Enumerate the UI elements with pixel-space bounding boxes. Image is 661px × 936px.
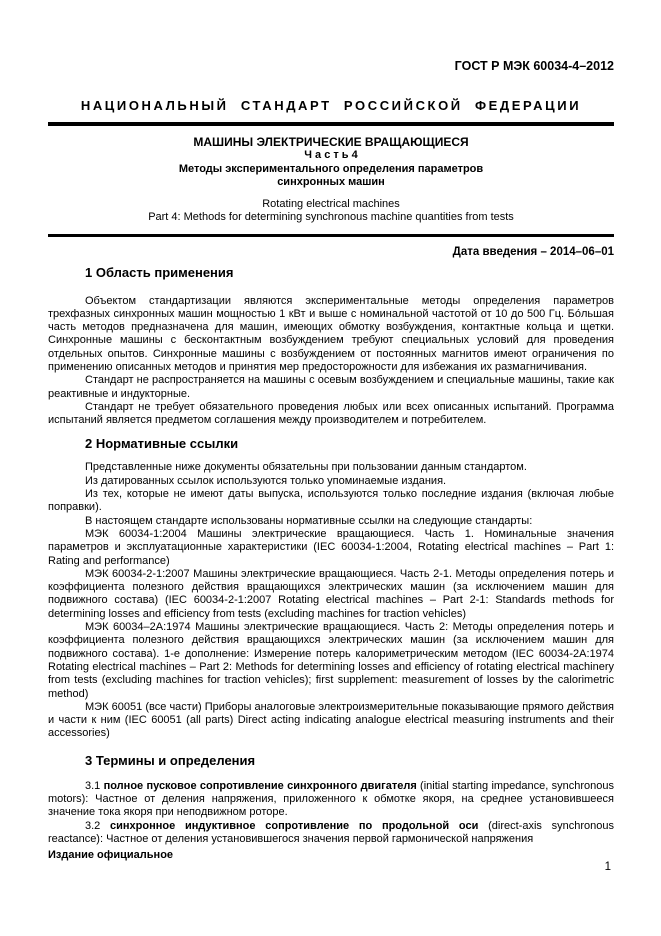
paragraph <box>48 528 614 568</box>
section-heading: 1 Область применения <box>85 264 234 280</box>
paragraph <box>48 515 614 528</box>
paragraph <box>48 295 614 375</box>
paragraph <box>48 401 614 428</box>
text-run: (initial starting impedance, synchronous motors): Частное от деления напряжения, приложенного к обмотке якоря, на среднее установившееся значение тока якоря при неподвижном роторе. <box>48 779 614 819</box>
paragraph <box>48 621 614 701</box>
text-run: Из датированных ссылок используются только упоминаемые издания. <box>85 474 447 487</box>
paragraph <box>48 568 614 621</box>
text-run: МЭК 60034-2-1:2007 Машины электрические вращающиеся. Часть 2-1. Методы определения потерь и коэффициента полезного действия вращающихся электрических машин (за исключением машин для подвижного состава) (IEC 60034-2-1:2007 Rotating electrical machines – Part 2-1: Standards methods for determining losses and efficiency from tests (excluding machines for traction vehicles) <box>48 567 614 620</box>
title-line-machines: синхронных машин <box>277 176 385 188</box>
text-run: Объектом стандартизации являются экспериментальные методы определения параметров трехфазных синхронных машин мощностью 1 кВт и выше с номинальной частотой от 10 до 500 Гц. Бо́льшая часть методов предназначена для машин, имеющих обмотку возбуждения, контактные кольца и щетки. Синхронные машины с бесконтактным возбуждением требуют специальных условий для проведения отдельных опытов. Синхронные машины с возбуждением от постоянных магнитов имеют ограничения по применению описанных методов и принятия мер предосторожности для избежания их размагничивания. <box>48 294 614 373</box>
text-run: МЭК 60034-1:2004 Машины электрические вращающиеся. Часть 1. Номинальные значения параметров и эксплуатационные характеристики (IEC 60034-1:2004, Rotating electrical machines – Part 1: Rating and performance) <box>48 527 614 567</box>
text-run: 3.2 <box>85 819 111 832</box>
title-line-methods: Методы экспериментального определения параметров <box>178 162 484 175</box>
paragraph <box>48 488 614 515</box>
title-block-en <box>48 198 614 224</box>
text-run: (direct-axis synchronous reactance): Частное от деления установившегося значения первой гармонической напряжения <box>48 819 614 845</box>
title-en-line1: Rotating electrical machines <box>262 197 400 210</box>
edition-note: Издание официальное <box>48 849 174 861</box>
section-body <box>48 780 614 846</box>
paragraph <box>48 780 614 820</box>
text-run: синхронное индуктивное сопротивление по продольной оси <box>110 819 479 832</box>
text-run: Стандарт не распространяется на машины с осевым возбуждением и специальные машины, такие как реактивные и индукторные. <box>48 374 614 400</box>
text-run: МЭК 60051 (все части) Приборы аналоговые электроизмерительные показывающие прямого действия и части к ним (IEC 60051 (all parts) Direct acting indicating analogue electrical measuring instruments and their accessories) <box>48 700 614 740</box>
text-run: Стандарт не требует обязательного проведения любых или всех описанных испытаний. Программа испытаний является предметом соглашения между производителем и потребителем. <box>48 400 614 427</box>
paragraph <box>48 701 614 741</box>
national-standard-header: НАЦИОНАЛЬНЫЙ СТАНДАРТ РОССИЙСКОЙ ФЕДЕРАЦИИ <box>80 98 582 113</box>
title-en-line2: Part 4: Methods for determining synchronous machine quantities from tests <box>148 210 514 223</box>
text-run: 3.1 <box>85 779 104 792</box>
paragraph <box>48 461 614 474</box>
text-run: полное пусковое сопротивление синхронного двигателя <box>103 779 417 792</box>
effective-date: Дата введения – 2014–06–01 <box>452 245 614 258</box>
text-run: Из тех, которые не имеют даты выпуска, используются только последние издания (включая любые поправки). <box>48 488 614 514</box>
title-line-part: Ч а с т ь 4 <box>304 149 358 161</box>
title-block-ru <box>48 135 614 190</box>
page-number: 1 <box>604 861 611 873</box>
divider-thick <box>48 122 614 126</box>
paragraph <box>48 475 614 488</box>
paragraph <box>48 374 614 401</box>
section-heading: 2 Нормативные ссылки <box>85 436 239 452</box>
section-body <box>48 295 614 428</box>
section-heading: 3 Термины и определения <box>85 752 256 768</box>
text-run: Представленные ниже документы обязательны при пользовании данным стандартом. <box>85 461 527 474</box>
title-line-main: МАШИНЫ ЭЛЕКТРИЧЕСКИЕ ВРАЩАЮЩИЕСЯ <box>193 135 469 149</box>
text-run: МЭК 60034–2А:1974 Машины электрические вращающиеся. Часть 2: Методы определения потерь и коэффициента полезного действия вращающихся электрических машин (за исключением машин для подвижного состава). 1-е дополнение: Измерение потерь калориметрическим методом (IEC 60034-2A:1974 Rotating electrical machines – Part 2: Methods for determining losses and efficiency of rotating electrical machinery from tests (excluding machines for traction vehicles); first supplement: measurement of losses by the calorimetric method) <box>48 621 614 700</box>
section-body <box>48 461 614 740</box>
text-run: В настоящем стандарте использованы нормативные ссылки на следующие стандарты: <box>85 514 533 527</box>
section-scope <box>48 265 614 428</box>
paragraph <box>48 820 614 847</box>
section-normative-references <box>48 436 614 740</box>
doc-number: ГОСТ Р МЭК 60034-4–2012 <box>454 59 614 73</box>
divider-thin <box>48 234 614 237</box>
section-terms-definitions <box>48 753 614 846</box>
